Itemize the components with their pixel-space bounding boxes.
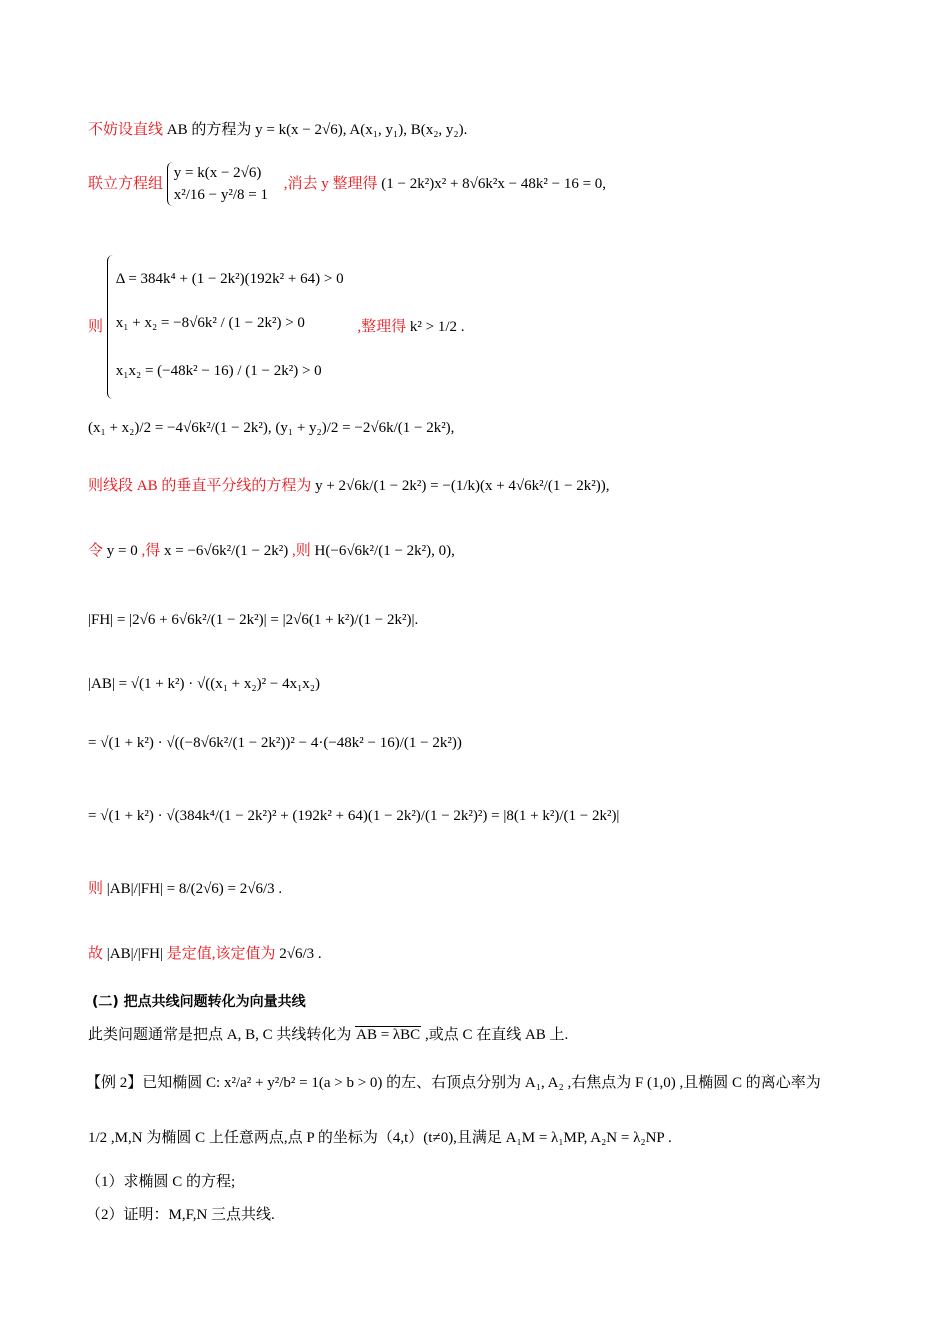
l12-m2: 2√6/3 . bbox=[279, 946, 322, 962]
l1-math: AB 的方程为 y = k(x − 2√6), A(x₁, y₁), B(x₂, y₂). bbox=[166, 122, 468, 138]
l2-eq: (1 − 2k²)x² + 8√6k²x − 48k² − 16 = 0, bbox=[381, 176, 607, 192]
l6-m1: y = 0 bbox=[106, 543, 138, 559]
l5-eq: y + 2√6k/(1 − 2k²) = −(1/k)(x + 4√6k²/(1 − 2k²)), bbox=[315, 478, 610, 494]
l6-text2: ,得 bbox=[141, 543, 161, 559]
line-9: = √(1 + k²) · √((−8√6k²/(1 − 2k²))² − 4·(−48k² − 16)/(1 − 2k²)) bbox=[88, 735, 462, 751]
section-title: (二) 把点共线问题转化为向量共线 bbox=[92, 994, 306, 1010]
l6-m2: x = −6√6k²/(1 − 2k²) bbox=[164, 543, 289, 559]
l2-text: 联立方程组 bbox=[88, 176, 164, 192]
l3-label: 则 bbox=[88, 319, 104, 335]
l11-text: 则 bbox=[88, 881, 104, 897]
l6-text1: 令 bbox=[88, 543, 104, 559]
p1-a: 此类问题通常是把点 A, B, C 共线转化为 bbox=[88, 1027, 352, 1043]
line-5 bbox=[88, 476, 610, 496]
p1-vec: AB = λBC bbox=[356, 1027, 421, 1043]
line-7: |FH| = |2√6 + 6√6k²/(1 − 2k²)| = |2√6(1 + k²)/(1 − 2k²)|. bbox=[88, 612, 419, 628]
l2-after: ,消去 y 整理得 bbox=[283, 176, 378, 192]
question-1: （1）求椭圆 C 的方程; bbox=[86, 1174, 236, 1190]
example-2-line-2: 1/2 ,M,N 为椭圆 C 上任意两点,点 P 的坐标为（4,t）(t≠0),且满足 A₁M = λ₁MP, A₂N = λ₂NP . bbox=[88, 1130, 672, 1146]
line-4: (x₁ + x₂)/2 = −4√6k²/(1 − 2k²), (y₁ + y₂)/2 = −2√6k/(1 − 2k²), bbox=[88, 420, 455, 436]
paragraph-1 bbox=[88, 1025, 568, 1045]
l6-m3: H(−6√6k²/(1 − 2k²), 0), bbox=[314, 543, 455, 559]
ex-label: 【例 2】 bbox=[86, 1075, 143, 1091]
l1-text: 不妨设直线 bbox=[88, 122, 164, 138]
l3-c: x₁x₂ = (−48k² − 16) / (1 − 2k²) > 0 bbox=[115, 363, 322, 379]
l2-system bbox=[167, 162, 268, 206]
line-12 bbox=[88, 944, 322, 964]
l6-text3: ,则 bbox=[292, 543, 311, 559]
line-8: |AB| = √(1 + k²) · √((x₁ + x₂)² − 4x₁x₂) bbox=[88, 676, 321, 692]
l12-text1: 故 bbox=[88, 946, 104, 962]
line-6 bbox=[88, 541, 455, 561]
line-3 bbox=[88, 255, 464, 399]
line-11 bbox=[88, 879, 282, 899]
l11-eq: |AB|/|FH| = 8/(2√6) = 2√6/3 . bbox=[106, 881, 283, 897]
l3-a: Δ = 384k⁴ + (1 − 2k²)(192k² + 64) > 0 bbox=[115, 271, 344, 287]
question-2: （2）证明：M,F,N 三点共线. bbox=[86, 1207, 275, 1223]
l2-sys-1: y = k(x − 2√6) bbox=[173, 165, 262, 181]
l5-text: 则线段 AB 的垂直平分线的方程为 bbox=[88, 478, 312, 494]
line-1 bbox=[88, 120, 467, 140]
line-10: = √(1 + k²) · √(384k⁴/(1 − 2k²)² + (192k² + 64)(1 − 2k²)/(1 − 2k²)²) = |8(1 + k²)/(1 − 2k²)| bbox=[88, 808, 620, 824]
l12-m1: |AB|/|FH| bbox=[106, 946, 163, 962]
l3-system bbox=[107, 255, 344, 399]
l3-res: k² > 1/2 . bbox=[409, 319, 465, 335]
example-2-line-1 bbox=[86, 1073, 821, 1093]
ex-a: 已知椭圆 C: x²/a² + y²/b² = 1(a > b > 0) 的左、右顶点分别为 A₁, A₂ ,右焦点为 F (1,0) ,且椭圆 C 的离心率为 bbox=[142, 1075, 821, 1091]
l2-sys-2: x²/16 − y²/8 = 1 bbox=[173, 187, 269, 203]
l3-b: x₁ + x₂ = −8√6k² / (1 − 2k²) > 0 bbox=[115, 315, 305, 331]
line-2 bbox=[88, 162, 606, 206]
l3-tail: ,整理得 bbox=[357, 319, 407, 335]
p1-b: ,或点 C 在直线 AB 上. bbox=[424, 1027, 569, 1043]
l12-text2: 是定值,该定值为 bbox=[166, 946, 276, 962]
